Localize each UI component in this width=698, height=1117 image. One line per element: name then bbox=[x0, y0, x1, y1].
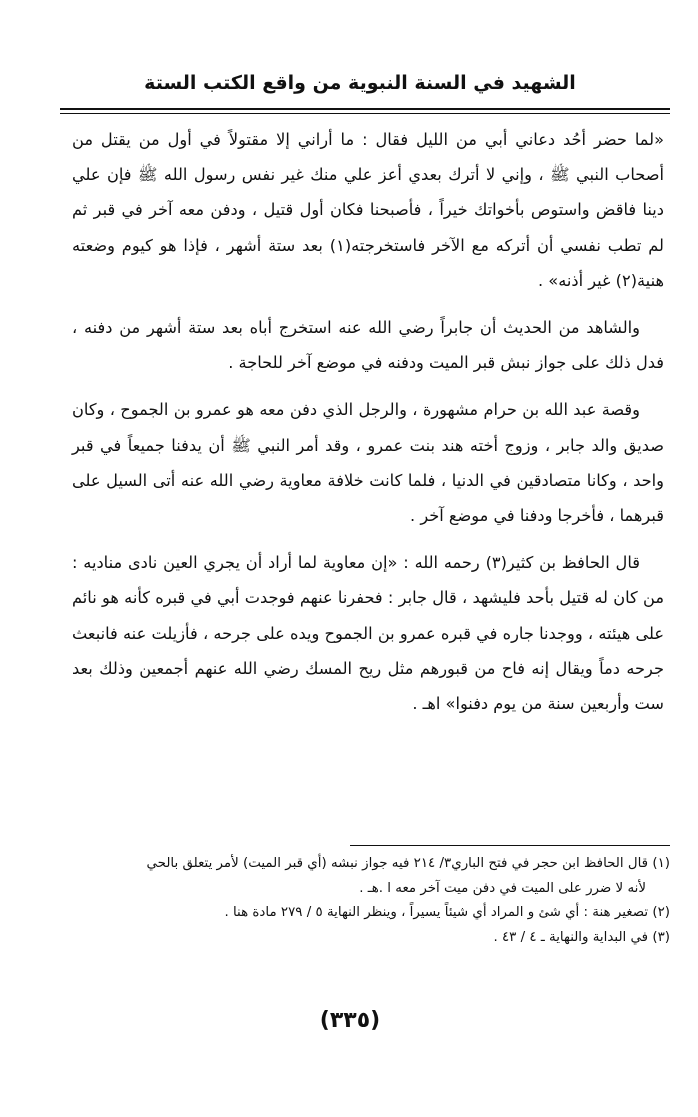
paragraph-story: وقصة عبد الله بن حرام مشهورة ، والرجل الذي دفن معه هو عمرو بن الجموح ، وكان صديق والد جابر ، وزوج أخته هند بنت عمرو ، وقد أمر النبي ﷺ أن يدفنا جميعاً في قبر واحد ، وكانا متصادقين في الدنيا ، فلما كانت خلافة معاوية رضي الله عنه أتى السيل على قبرهما ، فأخرجا ودفنا في موضع آخر . bbox=[72, 400, 664, 526]
paragraph-ibn-kathir: قال الحافظ بن كثير(٣) رحمه الله : «إن معاوية لما أراد أن يجري العين نادى مناديه : من كان له قتيل بأحد فليشهد ، قال جابر : فحفرنا عنهم فوجدت أبي في قبره كأنه هو نائم على هيئته ، ووجدنا جاره في قبره عمرو بن الجموح ويده على جرحه ، فأزيلت عنه فانبعث جرحه دماً ويقال إنه فاح من قبورهم مثل ريح المسك رضي الله عنهم أجمعين وذلك بعد ست وأربعين سنة من يوم دفنوا» اهـ . bbox=[72, 553, 664, 714]
body-text bbox=[72, 122, 664, 721]
footnote-3: (٣) في البداية والنهاية ـ ٤ / ٤٣ . bbox=[493, 929, 670, 945]
footnotes bbox=[90, 852, 670, 950]
header-rule-thin bbox=[60, 113, 670, 114]
footnote-1: (١) قال الحافظ ابن حجر في فتح الباري٣/ ٢١٤ فيه جواز نبشه (أي قبر الميت) لأمر يتعلق بالحي bbox=[146, 856, 670, 871]
footnote-2: (٢) تصغير هنة : أي شئ و المراد أي شيئاً يسيراً ، وينظر النهاية ٥ / ٢٧٩ مادة هنا . bbox=[224, 905, 670, 920]
header-rule-thick bbox=[60, 108, 670, 110]
footnote-1-continued: لأنه لا ضرر على الميت في دفن ميت آخر معه ا .هـ . bbox=[359, 880, 646, 896]
paragraph-evidence: والشاهد من الحديث أن جابراً رضي الله عنه استخرج أباه بعد ستة أشهر من دفنه ، فدل ذلك على جواز نبش قبر الميت ودفنه في موضع آخر للحاجة . bbox=[72, 318, 664, 373]
footnote-separator bbox=[350, 845, 670, 846]
paragraph-hadith-quote: «لما حضر أحُد دعاني أبي من الليل فقال : ما أراني إلا مقتولاً في أول من يقتل من أصحاب النبي ﷺ ، وإني لا أترك بعدي أعز علي منك غير نفس رسول الله ﷺ فإن علي دينا فاقض واستوص بأخواتك خيراً ، فأصبحنا فكان أول قتيل ، ودفن معه آخر في قبر ثم لم تطب نفسي أن أتركه مع الآخر فاستخرجته(١) بعد ستة أشهر ، فإذا هو كيوم وضعته هنية(٢) غير أذنه» . bbox=[72, 130, 664, 290]
running-head: الشهيد في السنة النبوية من واقع الكتب الستة bbox=[144, 72, 576, 94]
page-number: (٣٣٥) bbox=[319, 1008, 381, 1033]
